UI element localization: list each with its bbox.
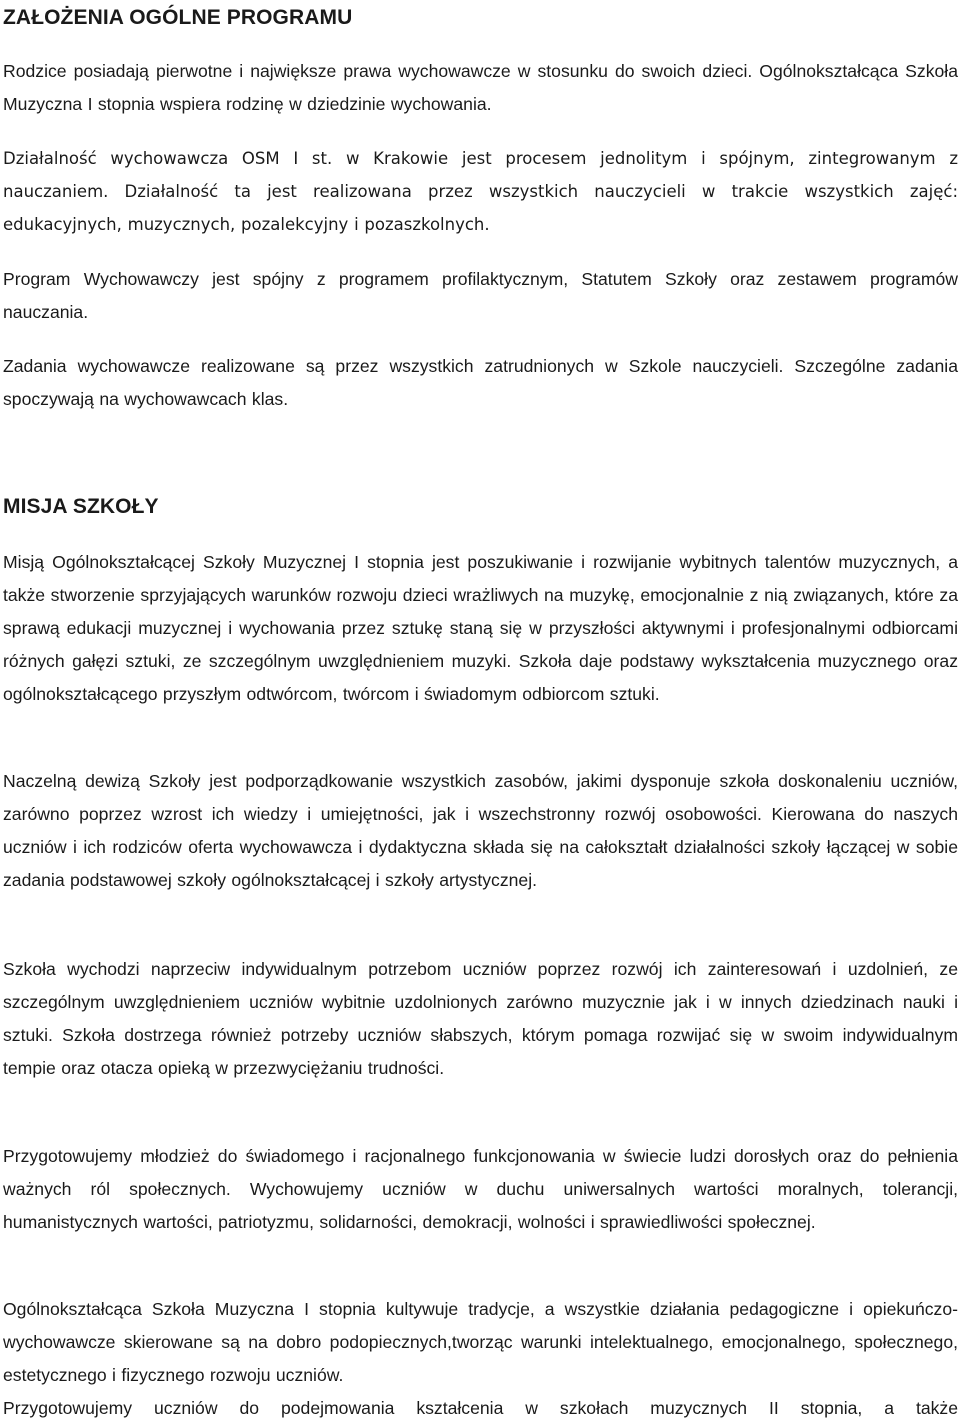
- paragraph-zadania: Zadania wychowawcze realizowane są przez wszystkich zatrudnionych w Szkole nauczycieli. Szczególne zadania spoczywają na wychowawcach klas.: [3, 356, 958, 409]
- paragraph-misja: Misją Ogólnokształcącej Szkoły Muzycznej I stopnia jest poszukiwanie i rozwijanie wybitnych talentów muzycznych, a także stworzenie sprzyjających warunków rozwoju dzieci wrażliwych na muzykę, emocjonalnie z nią związanych, które za sprawą edukacji muzycznej i wychowania przez sztukę staną się w przyszłości aktywnymi i profesjonalnymi odbiorcami różnych gałęzi sztuki, ze szczególnym uwzględnieniem muzyki. Szkoła daje podstawy wykształcenia muzycznego oraz ogólnokształcącego przyszłym odtwórcom, twórcom i świadomym odbiorcom sztuki.: [3, 552, 958, 704]
- paragraph-ksztalcenie: Przygotowujemy uczniów do podejmowania kształcenia w szkołach muzycznych II stopnia, a także: [3, 1398, 958, 1418]
- paragraph-potrzeby: Szkoła wychodzi naprzeciw indywidualnym potrzebom uczniów poprzez rozwój ich zainteresowań i uzdolnień, ze szczególnym uwzględnieniem uczniów wybitnie uzdolnionych zarówno muzycznie jak i w innych dziedzinach nauki i sztuki. Szkoła dostrzega również potrzeby uczniów słabszych, którym pomaga rozwijać się w swoim indywidualnym tempie oraz otacza opieką w przezwyciężaniu trudności.: [3, 959, 958, 1078]
- paragraph-dewiza: Naczelną dewizą Szkoły jest podporządkowanie wszystkich zasobów, jakimi dysponuje szkoła doskonaleniu uczniów, zarówno poprzez wzrost ich wiedzy i umiejętności, jak i wszechstronny rozwój osobowości. Kierowana do naszych uczniów i ich rodziców oferta wychowawcza i dydaktyczna składa się na całokształt działalności szkoły łączącej w sobie zadania podstawowej szkoły ogólnokształcącej i szkoły artystycznej.: [3, 771, 958, 890]
- paragraph-przygotowujemy: Przygotowujemy młodzież do świadomego i racjonalnego funkcjonowania w świecie ludzi dorosłych oraz do pełnienia ważnych ról społecznych. Wychowujemy uczniów w duchu uniwersalnych wartości moralnych, tolerancji, humanistycznych wartości, patriotyzmu, solidarności, demokracji, wolności i sprawiedliwości społecznej.: [3, 1146, 958, 1232]
- paragraph-rodzice: Rodzice posiadają pierwotne i największe prawa wychowawcze w stosunku do swoich dzieci. Ogólnokształcąca Szkoła Muzyczna I stopnia wspiera rodzinę w dziedzinie wychowania.: [3, 61, 958, 114]
- paragraph-dzialalnosc: Działalność wychowawcza OSM I st. w Krakowie jest procesem jednolitym i spójnym, zintegrowanym z nauczaniem. Działalność ta jest realizowana przez wszystkich nauczycieli w trakcie wszystkich zajęć: edukacyjnych, muzycznych, pozalekcyjny i pozaszkolnych.: [3, 149, 958, 234]
- paragraph-program: Program Wychowawczy jest spójny z programem profilaktycznym, Statutem Szkoły oraz zestawem programów nauczania.: [3, 269, 958, 322]
- paragraph-tradycje: Ogólnokształcąca Szkoła Muzyczna I stopnia kultywuje tradycje, a wszystkie działania pedagogiczne i opiekuńczo-wychowawcze skierowane są na dobro podopiecznych,tworząc warunki intelektualnego, emocjonalnego, społecznego, estetycznego i fizycznego rozwoju uczniów.: [3, 1299, 958, 1385]
- section-title-zalozenia: ZAŁOŻENIA OGÓLNE PROGRAMU: [3, 6, 353, 29]
- section-title-misja: MISJA SZKOŁY: [3, 495, 159, 518]
